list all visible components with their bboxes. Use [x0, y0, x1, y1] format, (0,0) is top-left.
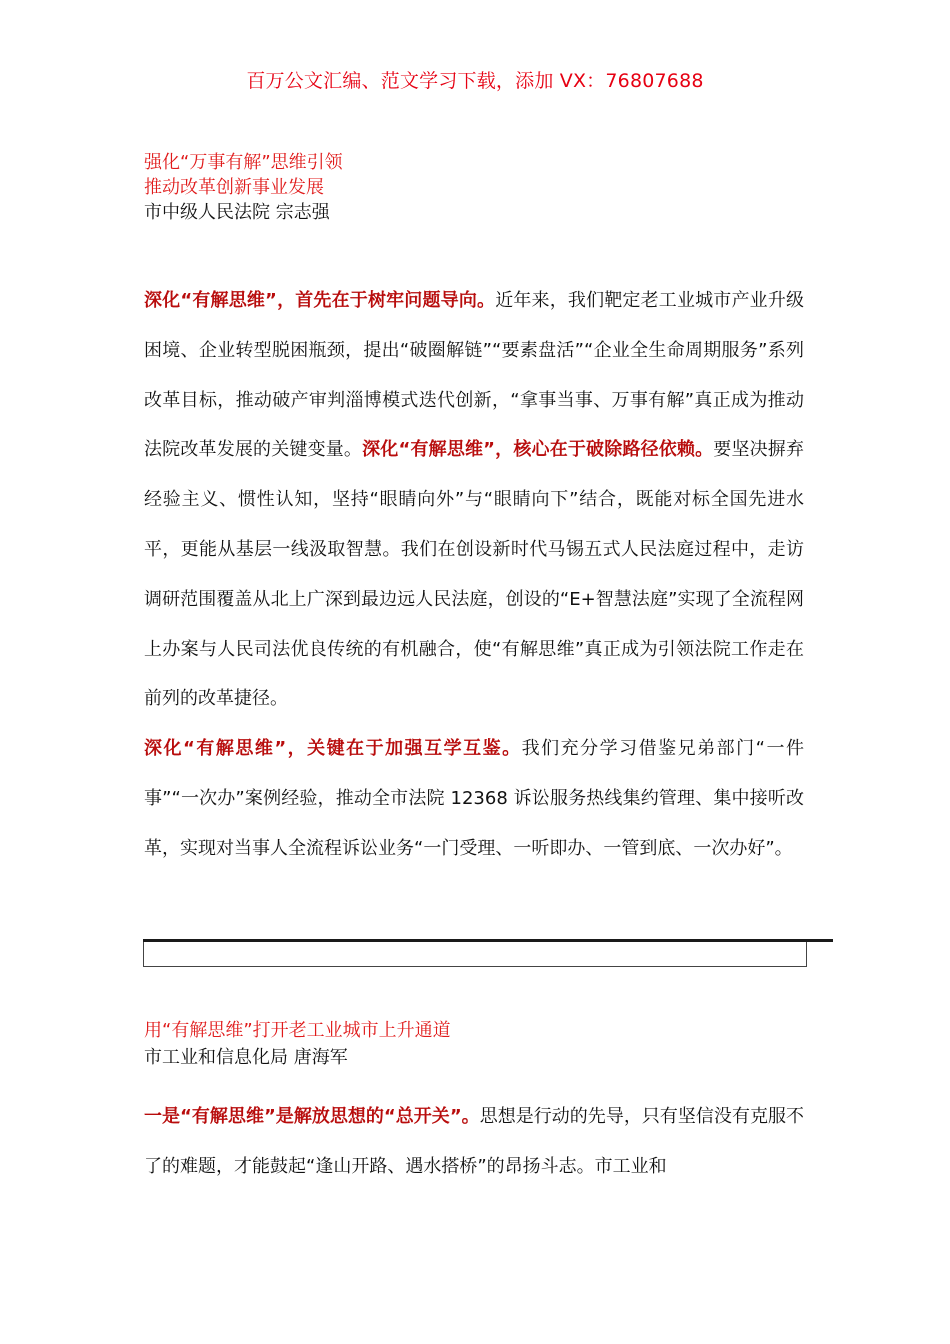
- article-1-title-line-1: 强化“万事有解”思维引领: [144, 152, 343, 173]
- emphasis-sentence: 一是“有解思维”是解放思想的“总开关”。: [144, 1106, 480, 1127]
- article-1-author: 市中级人民法院 宗志强: [144, 202, 330, 223]
- article-1-body: [144, 276, 804, 874]
- article-1-heading: [144, 150, 343, 225]
- watermark-header: 百万公文汇编、范文学习下载，添加 VX：76807688: [246, 70, 704, 92]
- emphasis-sentence: 深化“有解思维”，首先在于树牢问题导向。: [144, 290, 496, 311]
- article-1-title-line-2: 推动改革创新事业发展: [144, 177, 324, 198]
- emphasis-sentence: 深化“有解思维”，关键在于加强互学互鉴。: [144, 738, 522, 760]
- section-divider: [143, 939, 833, 969]
- body-text: 近年来，我们靶定老工业城市产业升级困境、企业转型脱困瓶颈，提出“破圈解链”“要素盘活”“企业全生命周期服务”系列改革目标，推动破产审判淄博模式迭代创新，“拿事当事、万事有解”真正成为推动法院改革发展的关键变量。: [144, 290, 804, 461]
- body-text: 思想是行动的先导，只有坚信没有克服不了的难题，才能鼓起“逢山开路、遇水搭桥”的昂扬斗志。市工业和: [144, 1106, 804, 1177]
- body-text: 我们充分学习借鉴兄弟部门“一件事”“一次办”案例经验，推动全市法院 12368 诉讼服务热线集约管理、集中接听改革，实现对当事人全流程诉讼业务“一门受理、一听即办、一管到底、一次办好”。: [144, 738, 804, 859]
- article-2-heading: [144, 1017, 451, 1071]
- article-2-author: 市工业和信息化局 唐海军: [144, 1047, 348, 1068]
- divider-box: [143, 942, 807, 967]
- body-text: 要坚决摒弃经验主义、惯性认知，坚持“眼睛向外”与“眼睛向下”结合，既能对标全国先进水平，更能从基层一线汲取智慧。我们在创设新时代马锡五式人民法庭过程中，走访调研范围覆盖从北上广深到最边远人民法庭，创设的“E+智慧法庭”实现了全流程网上办案与人民司法优良传统的有机融合，使“有解思维”真正成为引领法院工作走在前列的改革捷径。: [144, 439, 804, 710]
- emphasis-sentence: 深化“有解思维”，核心在于破除路径依赖。: [362, 439, 714, 461]
- article-2-title: 用“有解思维”打开老工业城市上升通道: [144, 1020, 451, 1041]
- article-2-body: [144, 1092, 804, 1192]
